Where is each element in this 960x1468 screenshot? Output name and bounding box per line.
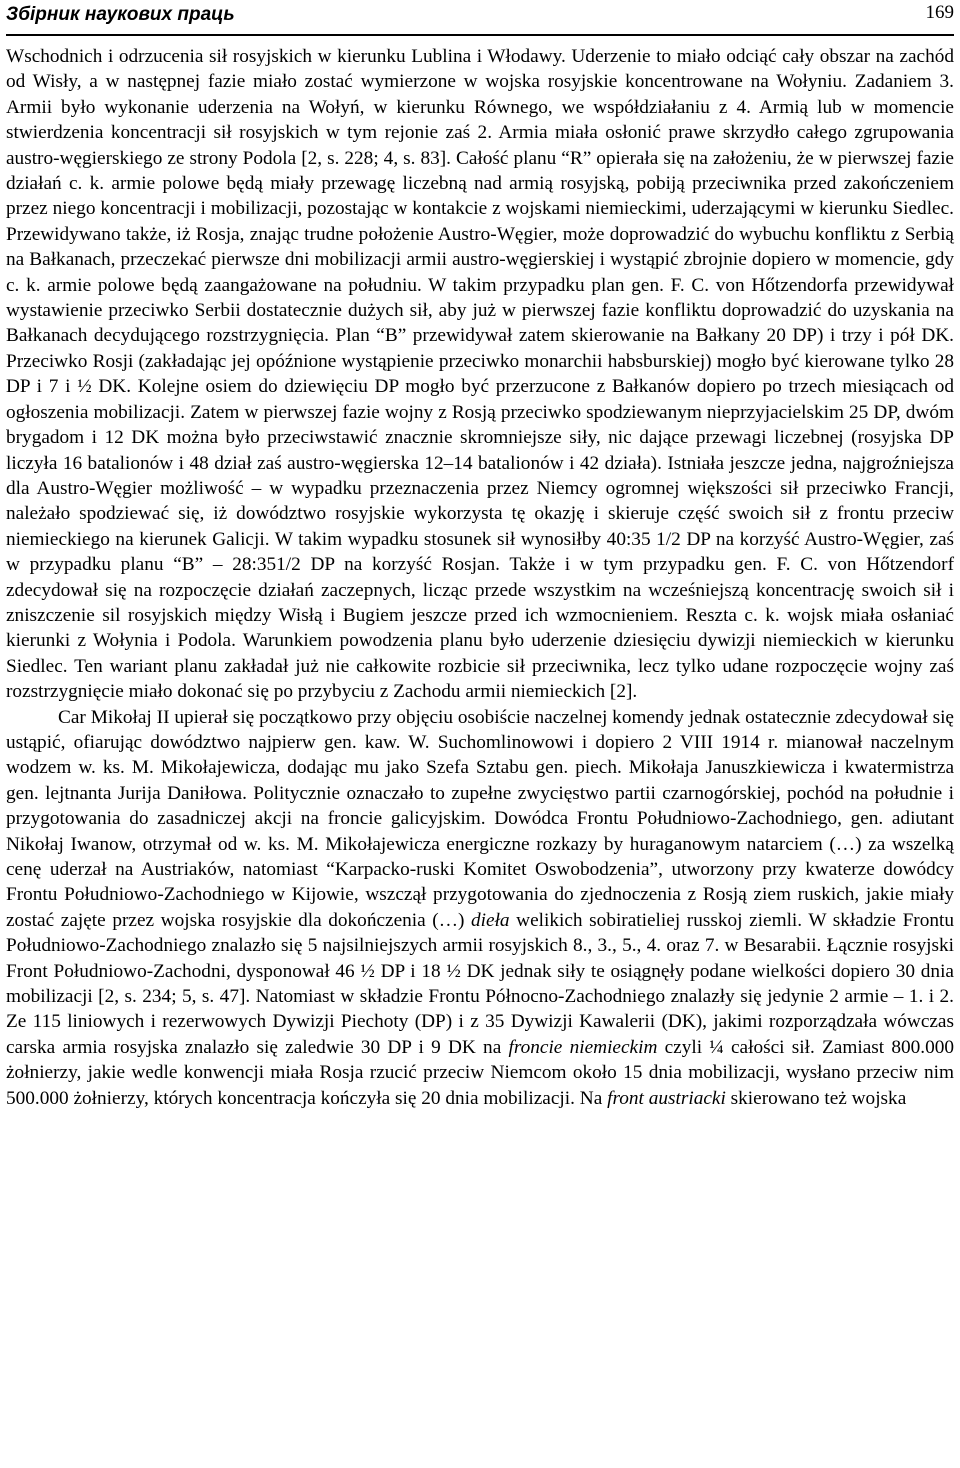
page-number: 169 [925, 2, 954, 23]
paragraph [6, 705, 954, 1112]
italic-term: dieła [471, 909, 510, 931]
body-text [6, 44, 954, 1111]
paragraph [6, 44, 954, 705]
text-run: welikich sobiratieliej russkoj ziemli. W składzie Frontu Południowo-Zachodniego znalazło się 5 najsilniejszych armii rosyjskich 8., 3., 5., 4. oraz 7. w Besarabii. Łącznie rosyjski Front Południowo-Zachodni, dysponował 46 ½ DP i 18 ½ DK jednak siły te osiągnęły podane wielkości dopiero 30 dnia mobilizacji [2, s. 234; 5, s. 47]. Natomiast w składzie Frontu Północno-Zachodniego znalazły się jedynie 2 armie – 1. i 2. Ze 115 liniowych i rezerwowych Dywizji Piechoty (DP) i z 35 Dywizji Kawalerii (DK), jakimi rozporządzała wówczas carska armia rosyjska znalazło się zaledwie 30 DP i 9 DK na [6, 909, 954, 1058]
italic-term: front austriacki [607, 1087, 726, 1109]
text-run: Wschodnich i odrzucenia sił rosyjskich w kierunku Lublina i Włodawy. Uderzenie to miało odciąć cały obszar na zachód od Wisły, a w następnej fazie miało zostać wymierzone w wojska rosyjskie koncentrowane na Wołyniu. Zadaniem 3. Armii było wykonanie uderzenia na Wołyń, w kierunku Równego, we współdziałaniu z 4. Armią lub w momencie stwierdzenia koncentracji sił rosyjskich w tym rejonie zaś 2. Armia miała osłonić prawe skrzydło całego zgrupowania austro-węgierskiego ze strony Podola [2, s. 228; 4, s. 83]. Całość planu “R” opierała się na założeniu, że w pierwszej fazie działań c. k. armie polowe będą miały przewagę liczebną nad armią rosyjską, pobiją przeciwnika przed zakończeniem przez niego koncentracji i mobilizacji, pozostając w kontakcie z wojskami niemieckimi, uderzającymi w kierunku Siedlec. Przewidywano także, iż Rosja, znając trudne położenie Austro-Węgier, może doprowadzić do wybuchu konfliktu z Serbią na Bałkanach, przeczekać pierwsze dni mobilizacji armii austro-węgierskiej i wystąpić zbrojnie dopiero w momencie, gdy c. k. armie polowe będą zaangażowane na południu. W takim przypadku plan gen. F. C. von Hőtzendorfa przewidywał wystawienie przeciwko Serbii dostatecznie dużych sił, aby już w pierwszej fazie konfliktu doprowadzić do uzyskania na Bałkanach decydującego rozstrzygnięcia. Plan “B” przewidywał zatem skierowanie na Bałkany 20 DP) i trzy i pół DK. Przeciwko Rosji (zakładając jej opóźnione wystąpienie przeciwko monarchii habsburskiej) mogło być kierowane tylko 28 DP i 7 i ½ DK. Kolejne osiem do dziewięciu DP mogło być przerzucone z Bałkanów dopiero po trzech miesiącach od ogłoszenia mobilizacji. Zatem w pierwszej fazie wojny z Rosją przeciwko spodziewanym nieprzyjacielskim 25 DP, dwóm brygadom i 12 DK można było przeciwstawić znacznie skromniejsze siły, nic dające przewagi liczebnej (rosyjska DP liczyła 16 batalionów i 48 dział zaś austro-węgierska 12–14 batalionów i 42 działa). Istniała jeszcze jedna, najgroźniejsza dla Austro-Węgier możliwość – w wypadku przeznaczenia przez Niemcy ogromnej większości sił przeciwko Francji, należało spodziewać się, iż dowództwo rosyjskie wykorzysta tę okazję i skieruje część swoich sił z frontu przeciw niemieckiego na kierunek Galicji. W takim wypadku stosunek sił wynosiłby 40:35 1/2 DP na korzyść Austro-Węgier, zaś w przypadku planu “B” – 28:351/2 DP na korzyść Rosjan. Także i w tym przypadku gen. F. C. von Hőtzendorf zdecydował się na rozpoczęcie działań zaczepnych, licząc przede wszystkim na wcześniejszą koncentrację swoich sił i zniszczenie sil rosyjskich między Wisłą i Bugiem jeszcze przed ich wzmocnieniem. Reszta c. k. wojsk miała osłaniać kierunki z Wołynia i Podola. Warunkiem powodzenia planu było uderzenie dziesięciu dywizji niemieckich w kierunku Siedlec. Ten wariant planu zakładał już nie całkowite rozbicie sił przeciwnika, lecz tylko udane rozpoczęcie wojny zaś rozstrzygnięcie miało dokonać się po przybyciu z Zachodu armii niemieckich [2]. [6, 46, 954, 703]
text-run: Car Mikołaj II upierał się początkowo przy objęciu osobiście naczelnej komendy jednak ostatecznie zdecydował się ustąpić, ofiarując dowództwo najpierw gen. kaw. W. Suchomlinowowi i dopiero 2 VIII 1914 r. mianował naczelnym wodzem w. ks. M. Mikołajewicza, dodając mu jako Szefa Sztabu gen. piech. Mikołaja Januszkiewicza i kwatermistrza gen. lejtnanta Jurija Daniłowa. Politycznie oznaczało to zupełne zwycięstwo partii czarnogórskiej, pochód na południe i przygotowania do zasadniczej akcji na froncie galicyjskim. Dowódca Frontu Południowo-Zachodniego, gen. adiutant Nikołaj Iwanow, otrzymał od w. ks. M. Mikołajewicza energiczne rozkazy by huraganowym natarciem (…) za wszelką cenę uderzał na Austriaków, natomiast “Karpacko-ruski Komitet Oswobodzenia”, utworzony przy kwaterze dowódcy Frontu Południowo-Zachodniego w Kijowie, wszczął przygotowania do zjednoczenia z Rosją ziem ruskich, jakie miały zostać zajęte przez wojska rosyjskie dla dokończenia (…) [6, 706, 954, 931]
text-run: czyli ¼ całości sił. Zamiast 800.000 żołnierzy, jakie wedle konwencji miała Rosja rzucić przeciw Niemcom około 15 dnia mobilizacji, wysłano przeciw nim 500.000 żołnierzy, których koncentracja kończyła się 20 dnia mobilizacji. Na [6, 1036, 954, 1109]
text-run: skierowano też wojska [725, 1087, 907, 1109]
journal-title: Збірник наукових праць [6, 4, 235, 25]
running-header [6, 0, 954, 36]
italic-term: froncie niemieckim [508, 1036, 658, 1058]
